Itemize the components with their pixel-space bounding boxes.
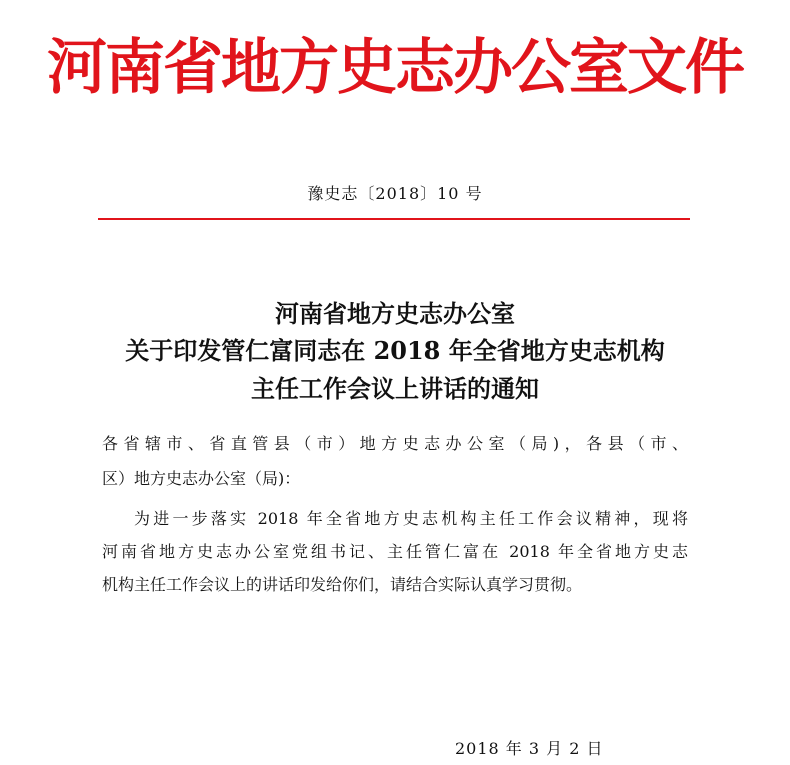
document-header-title: 河南省地方史志办公室文件 bbox=[47, 33, 743, 103]
issue-date: 2018 年 3 月 2 日 bbox=[455, 739, 604, 758]
notice-title-line-1: 河南省地方史志办公室 bbox=[275, 299, 515, 328]
body-paragraph-line-2: 河南省地方史志办公室党组书记、主任管仁富在 2018 年全省地方史志 bbox=[102, 542, 688, 561]
recipients-line-2: 区）地方史志办公室（局)： bbox=[102, 469, 301, 488]
recipients-line-1: 各省辖市、省直管县（市）地方史志办公室（局)，各县（市、 bbox=[102, 434, 688, 453]
body-paragraph-line-1: 为进一步落实 2018 年全省地方史志机构主任工作会议精神，现将 bbox=[134, 509, 688, 528]
notice-title-line-3: 主任工作会议上讲话的通知 bbox=[251, 374, 539, 403]
red-divider-line bbox=[98, 218, 690, 220]
notice-title-line-2: 关于印发管仁富同志在 2018 年全省地方史志机构 bbox=[125, 336, 665, 365]
body-paragraph-line-3: 机构主任工作会议上的讲话印发给你们，请结合实际认真学习贯彻。 bbox=[102, 575, 583, 594]
document-number: 豫史志〔2018〕10 号 bbox=[307, 184, 483, 203]
